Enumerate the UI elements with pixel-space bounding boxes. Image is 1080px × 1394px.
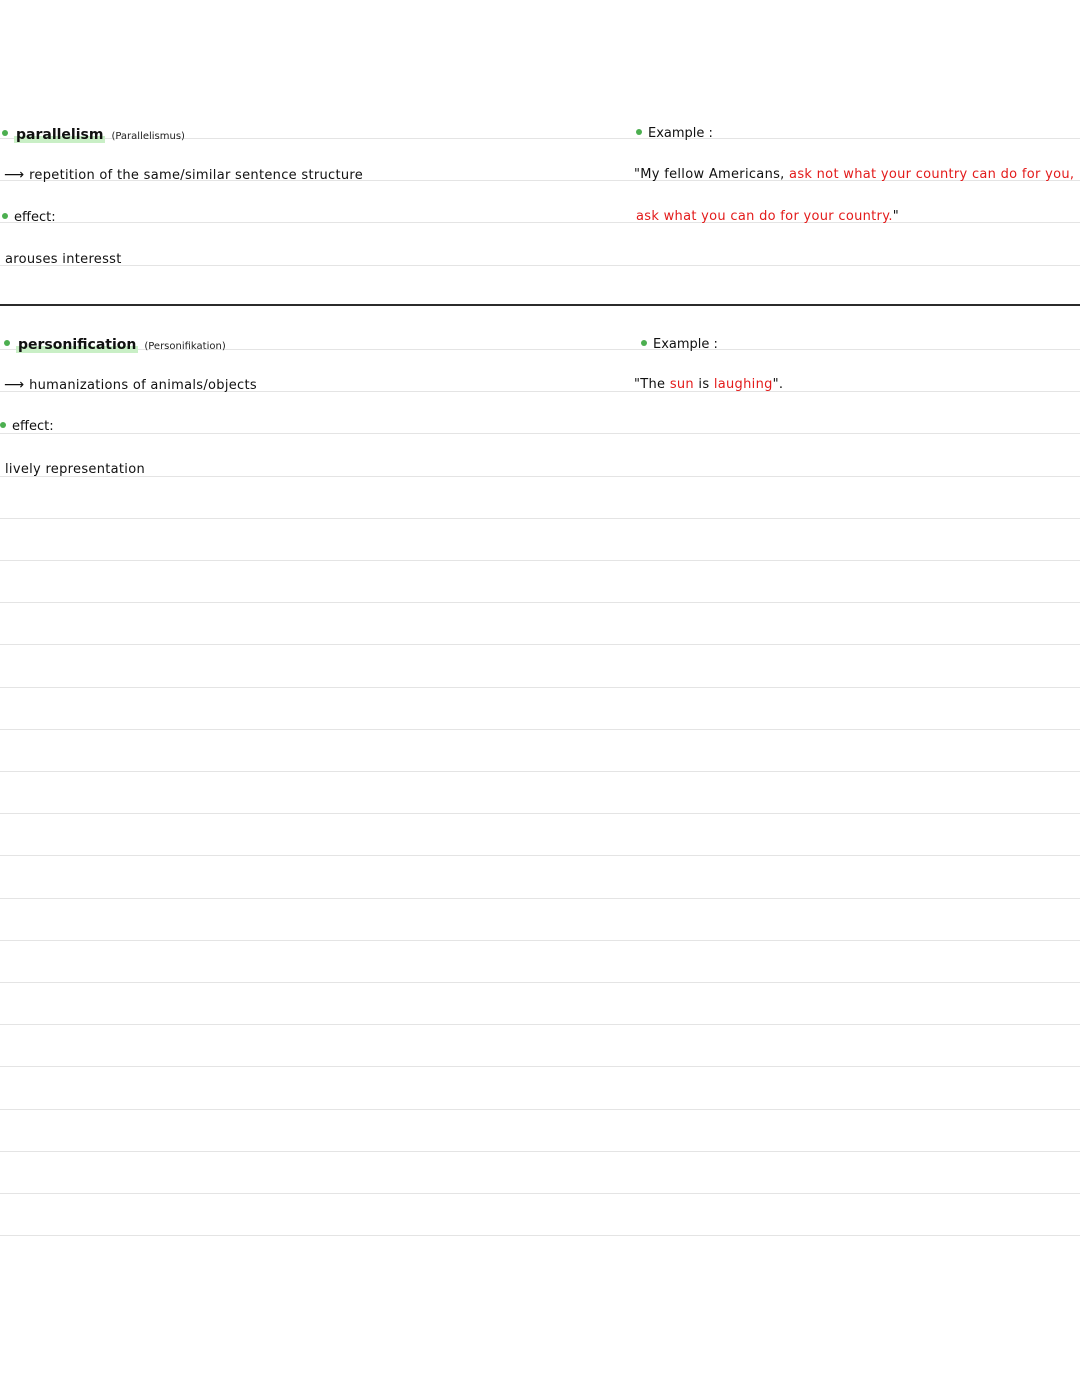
parallelism-example-line1: "My fellow Americans, ask not what your country can do for you,	[634, 167, 1075, 182]
personification-definition	[4, 378, 257, 392]
parallelism-example-label: Example :	[636, 127, 713, 140]
bullet-icon	[0, 422, 6, 428]
personification-effect-text: lively representation	[5, 462, 145, 477]
example-emphasis: ask not what your country can do for you,	[789, 167, 1075, 182]
ruled-line	[0, 1151, 1080, 1152]
parallelism-effect-text: arouses interesst	[5, 252, 122, 267]
translation-parallelism: (Parallelismus)	[111, 131, 185, 142]
ruled-line	[0, 1024, 1080, 1025]
ruled-line	[0, 813, 1080, 814]
parallelism-definition	[4, 168, 363, 182]
ruled-line	[0, 771, 1080, 772]
ruled-line	[0, 1109, 1080, 1110]
ruled-line	[0, 1066, 1080, 1067]
personification-effect-label: effect:	[0, 420, 54, 433]
ruled-line	[0, 1235, 1080, 1236]
ruled-line	[0, 687, 1080, 688]
ruled-line	[0, 560, 1080, 561]
ruled-line	[0, 265, 1080, 266]
ruled-line	[0, 898, 1080, 899]
ruled-line	[0, 729, 1080, 730]
definition-text: humanizations of animals/objects	[29, 378, 257, 393]
example-emphasis: sun	[669, 377, 694, 392]
bullet-icon	[2, 130, 8, 136]
translation-personification: (Personifikation)	[144, 341, 226, 352]
arrow-icon: ⟶	[4, 377, 24, 393]
term-personification: personification	[18, 337, 137, 353]
personification-example: "The sun is laughing".	[634, 377, 784, 392]
ruled-line	[0, 644, 1080, 645]
arrow-icon: ⟶	[4, 167, 24, 183]
example-plain: My fellow Americans,	[640, 167, 785, 182]
bullet-icon	[2, 213, 8, 219]
term-parallelism: parallelism	[16, 127, 104, 143]
ruled-line	[0, 940, 1080, 941]
ruled-line	[0, 855, 1080, 856]
bullet-icon	[636, 129, 642, 135]
bullet-icon	[4, 340, 10, 346]
example-emphasis: laughing	[713, 377, 773, 392]
ruled-line	[0, 602, 1080, 603]
ruled-line	[0, 222, 1080, 223]
definition-text: repetition of the same/similar sentence structure	[29, 168, 364, 183]
parallelism-heading	[2, 126, 185, 142]
ruled-line	[0, 518, 1080, 519]
example-emphasis: ask what you can do for your country.	[636, 209, 893, 224]
bullet-icon	[641, 340, 647, 346]
ruled-line	[0, 476, 1080, 477]
parallelism-example-line2: ask what you can do for your country."	[636, 209, 900, 224]
personification-heading	[4, 336, 226, 352]
ruled-line	[0, 433, 1080, 434]
section-divider	[0, 304, 1080, 306]
personification-example-label: Example :	[641, 338, 718, 351]
ruled-line	[0, 982, 1080, 983]
ruled-line	[0, 1193, 1080, 1194]
parallelism-effect-label: effect:	[2, 211, 56, 224]
